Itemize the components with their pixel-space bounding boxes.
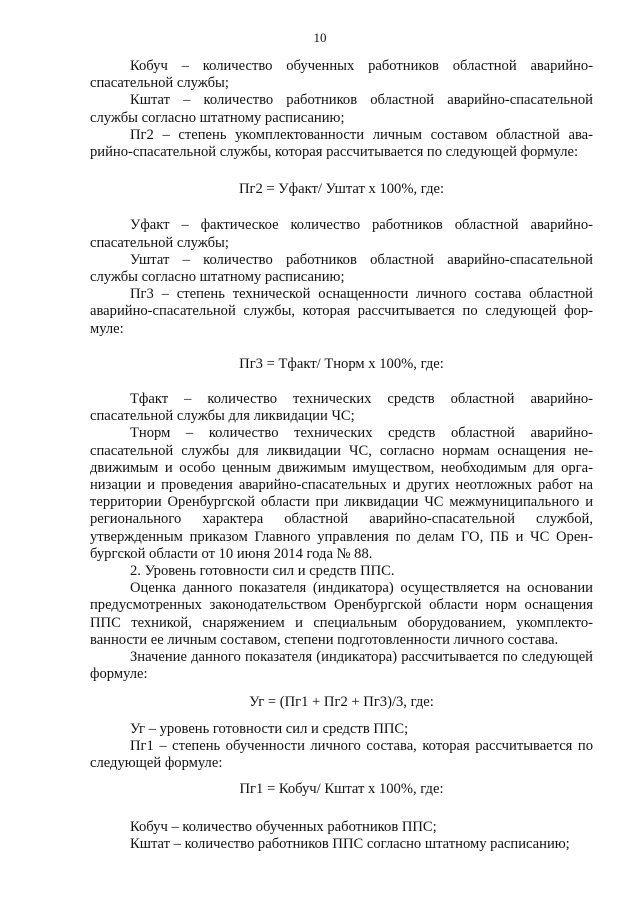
formula-pg3: Пг3 = Тфакт/ Тнорм х 100%, где: [239, 355, 444, 372]
paragraph-tnorm-def: Тнорм – количество технических средств областной аварийно-спасательной службы для ликвидации ЧС, согласно нормам оснащения недвижимым и особо ценным движимым имуществом, необходимым для организации и проведения аварийно-спасательных и других неотложных работ на территории Оренбургской области при ликвидации ЧС межмуниципального и регионального характера областной аварийно-спасательной службой, утвержденным приказом Главного управления по делам ГО, ПБ и ЧС Оренбургской области от 10 июня 2014 года № 88. [90, 425, 593, 562]
document-body [90, 58, 593, 853]
paragraph-ushtat-def: Уштат – количество работников областной аварийно-спасательной службы согласно штатному расписанию; [90, 251, 593, 286]
paragraph-assessment: Оценка данного показателя (индикатора) осуществляется на основании предусмотренных законодательством Оренбургской области норм оснащения ППС техникой, снаряжением и специальным оборудованием, укомплектованности ее личным составом, степени подготовленности личного состава. [90, 580, 593, 648]
formula-pg2: Пг2 = Уфакт/ Уштат х 100%, где: [238, 181, 445, 198]
paragraph-kshtat-pps-def: Кштат – количество работников ППС согласно штатному расписанию; [130, 835, 570, 852]
paragraph-ug-def: Уг – уровень готовности сил и средств ППС; [130, 720, 409, 737]
paragraph-kobuch-pps-def: Кобуч – количество обученных работников ППС; [130, 818, 437, 835]
formula-ug: Уг = (Пг1 + Пг2 + Пг3)/3, где: [249, 693, 434, 710]
paragraph-kobuch-def: Кобуч – количество обученных работников областной аварийно-спасательной службы; [90, 58, 593, 92]
paragraph-section-2-heading: 2. Уровень готовности сил и средств ППС. [130, 563, 395, 580]
formula-pg1: Пг1 = Кобуч/ Кштат х 100%, где: [239, 781, 444, 798]
paragraph-tfakt-def: Тфакт – количество технических средств областной аварийно-спасательной службы для ликвидации ЧС; [90, 391, 593, 425]
paragraph-pg1-intro: Пг1 – степень обученности личного состава, которая рассчитывается по следующей формуле: [90, 737, 593, 772]
paragraph-pg3-intro: Пг3 – степень технической оснащенности личного состава областной аварийно-спасательной службы, которая рассчитывается по следующей формуле: [90, 286, 593, 337]
paragraph-calculation-intro: Значение данного показателя (индикатора) рассчитывается по следующей формуле: [90, 649, 593, 683]
paragraph-ufakt-def: Уфакт – фактическое количество работников областной аварийно-спасательной службы; [90, 217, 593, 251]
paragraph-pg2-intro: Пг2 – степень укомплектованности личным составом областной аварийно-спасательной службы, которая рассчитывается по следующей формуле: [90, 126, 593, 161]
paragraph-kshtat-def: Кштат – количество работников областной аварийно-спасательной службы согласно штатному расписанию; [90, 92, 593, 126]
page-number: 10 [313, 30, 327, 45]
